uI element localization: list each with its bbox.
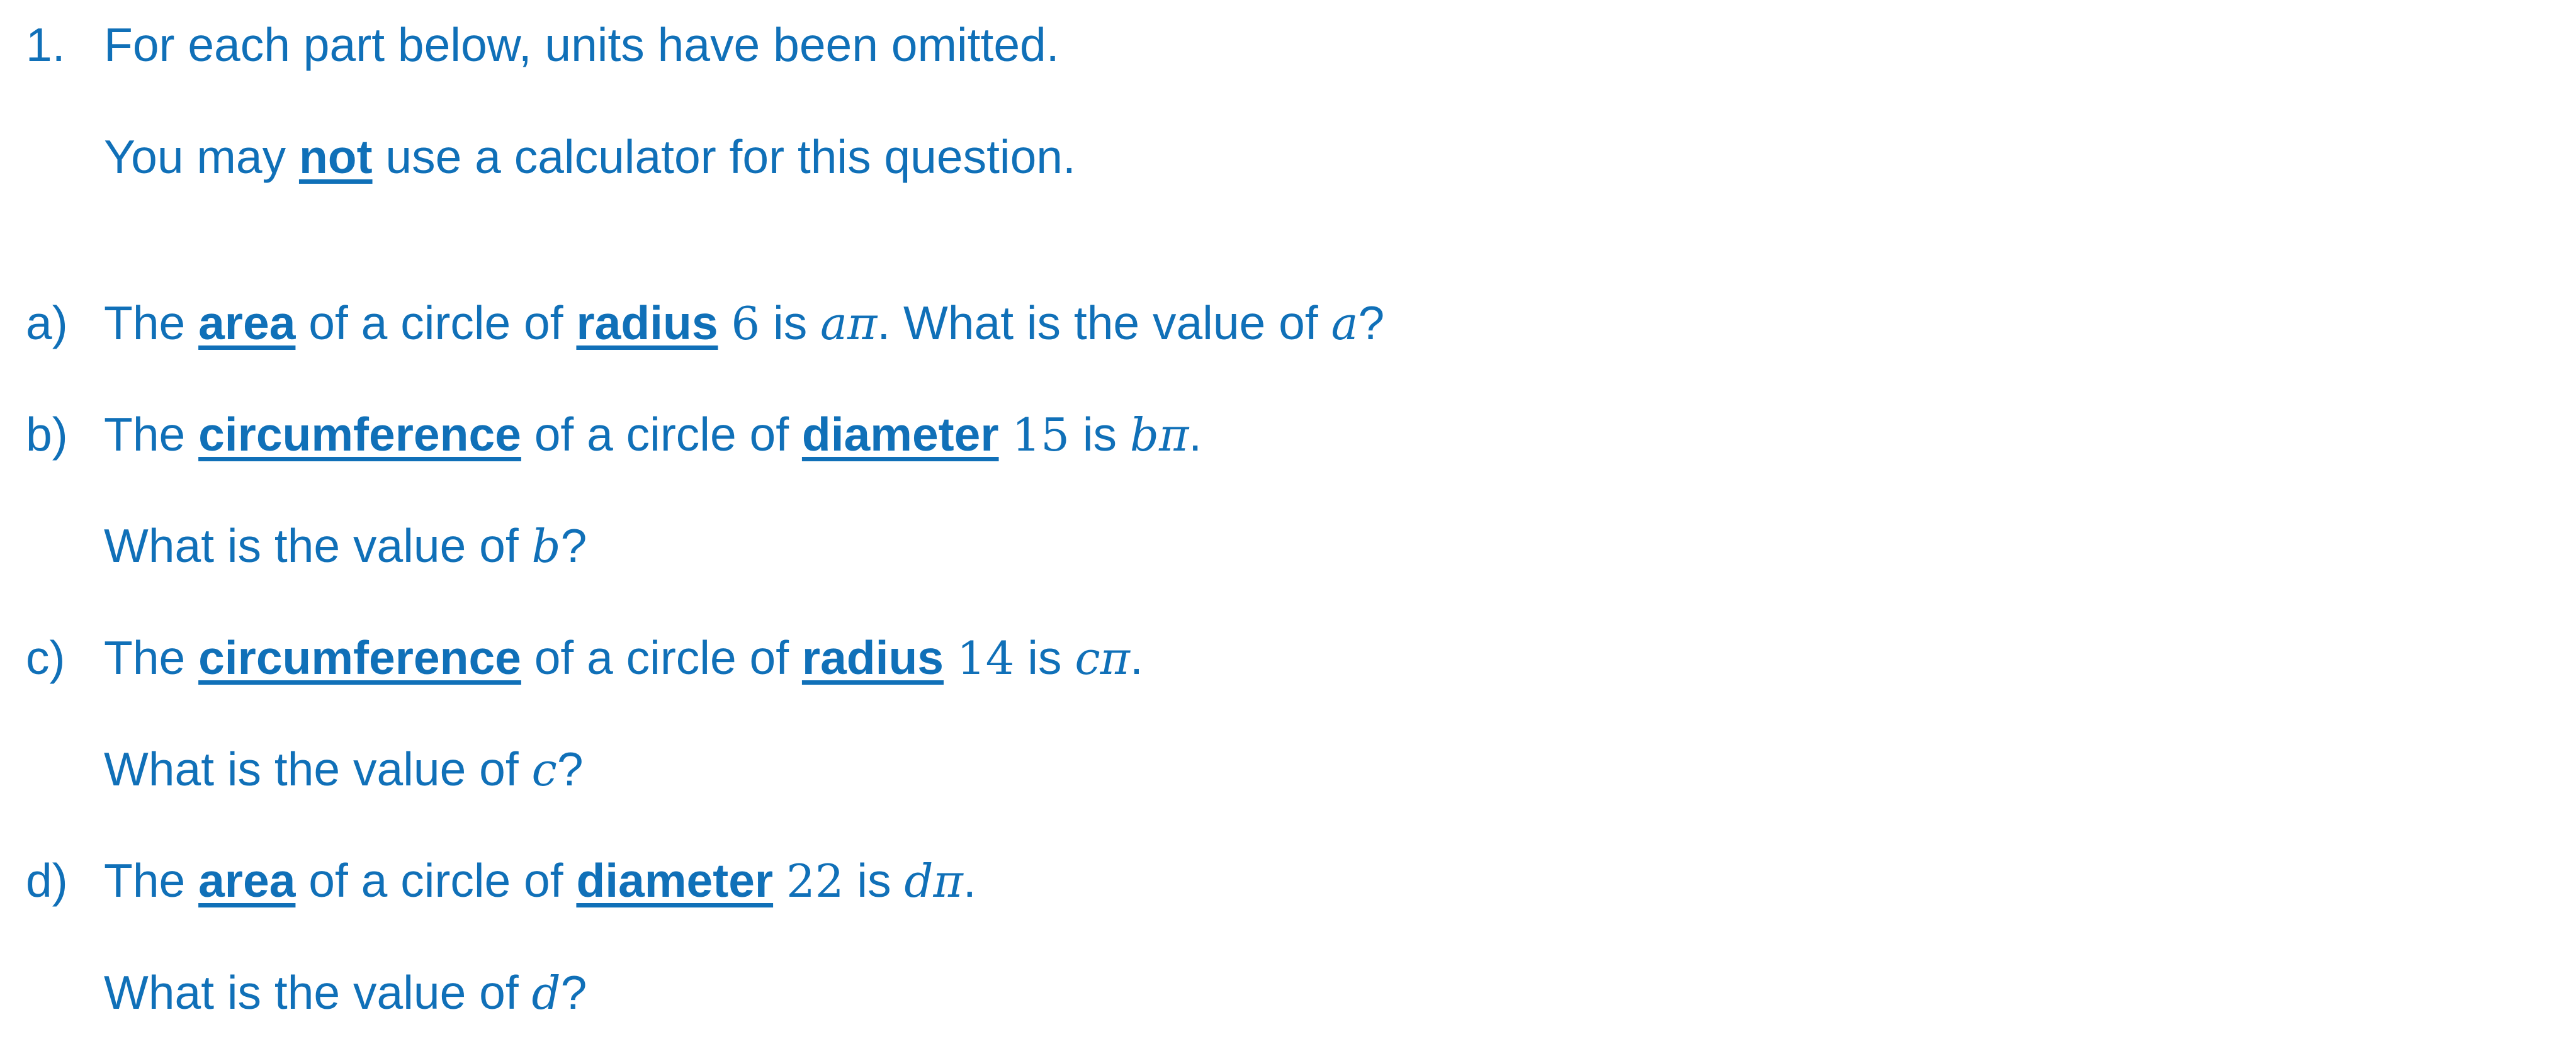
part-b-question-variable: b xyxy=(531,520,561,573)
part-b-number: 15 xyxy=(1012,408,1070,461)
part-b-label: b) xyxy=(26,408,68,461)
keyword-circumference: circumference xyxy=(198,408,521,461)
keyword-radius: radius xyxy=(576,296,718,349)
keyword-diameter: diameter xyxy=(576,854,774,907)
question-intro: For each part below, units have been omitted. xyxy=(104,18,1059,71)
keyword-area: area xyxy=(198,296,296,349)
part-b-expression: bπ xyxy=(1129,408,1189,461)
part-c-expression: cπ xyxy=(1075,632,1130,685)
calculator-note-suffix: use a calculator for this question. xyxy=(385,130,1076,183)
part-a-number: 6 xyxy=(731,297,760,350)
keyword-diameter: diameter xyxy=(801,408,999,461)
part-d-statement: The area of a circle of diameter 22 is dπ. xyxy=(104,854,976,907)
keyword-area: area xyxy=(198,854,296,907)
part-d-expression: dπ xyxy=(904,855,963,907)
keyword-radius: radius xyxy=(801,631,944,684)
part-a-question-variable: a xyxy=(1331,297,1359,350)
keyword-circumference: circumference xyxy=(198,631,521,684)
part-d-question-variable: d xyxy=(531,967,561,1019)
question-number: 1. xyxy=(26,18,65,71)
part-a-label: a) xyxy=(26,296,68,349)
part-d-label: d) xyxy=(26,854,68,907)
part-b-statement: The circumference of a circle of diameter 15 is bπ. xyxy=(104,408,1202,461)
part-a-expression: aπ xyxy=(820,297,878,350)
calculator-note-prefix: You may xyxy=(104,130,286,183)
part-c-number: 14 xyxy=(956,632,1015,685)
part-c-label: c) xyxy=(26,631,65,684)
part-d-number: 22 xyxy=(786,855,844,907)
part-c-question-variable: c xyxy=(531,743,557,796)
part-c-statement: The circumference of a circle of radius 14 is cπ. xyxy=(104,631,1143,685)
calculator-note-emphasis: not xyxy=(298,130,373,183)
part-a-statement: The area of a circle of radius 6 is aπ. What is the value of a? xyxy=(104,296,1385,350)
